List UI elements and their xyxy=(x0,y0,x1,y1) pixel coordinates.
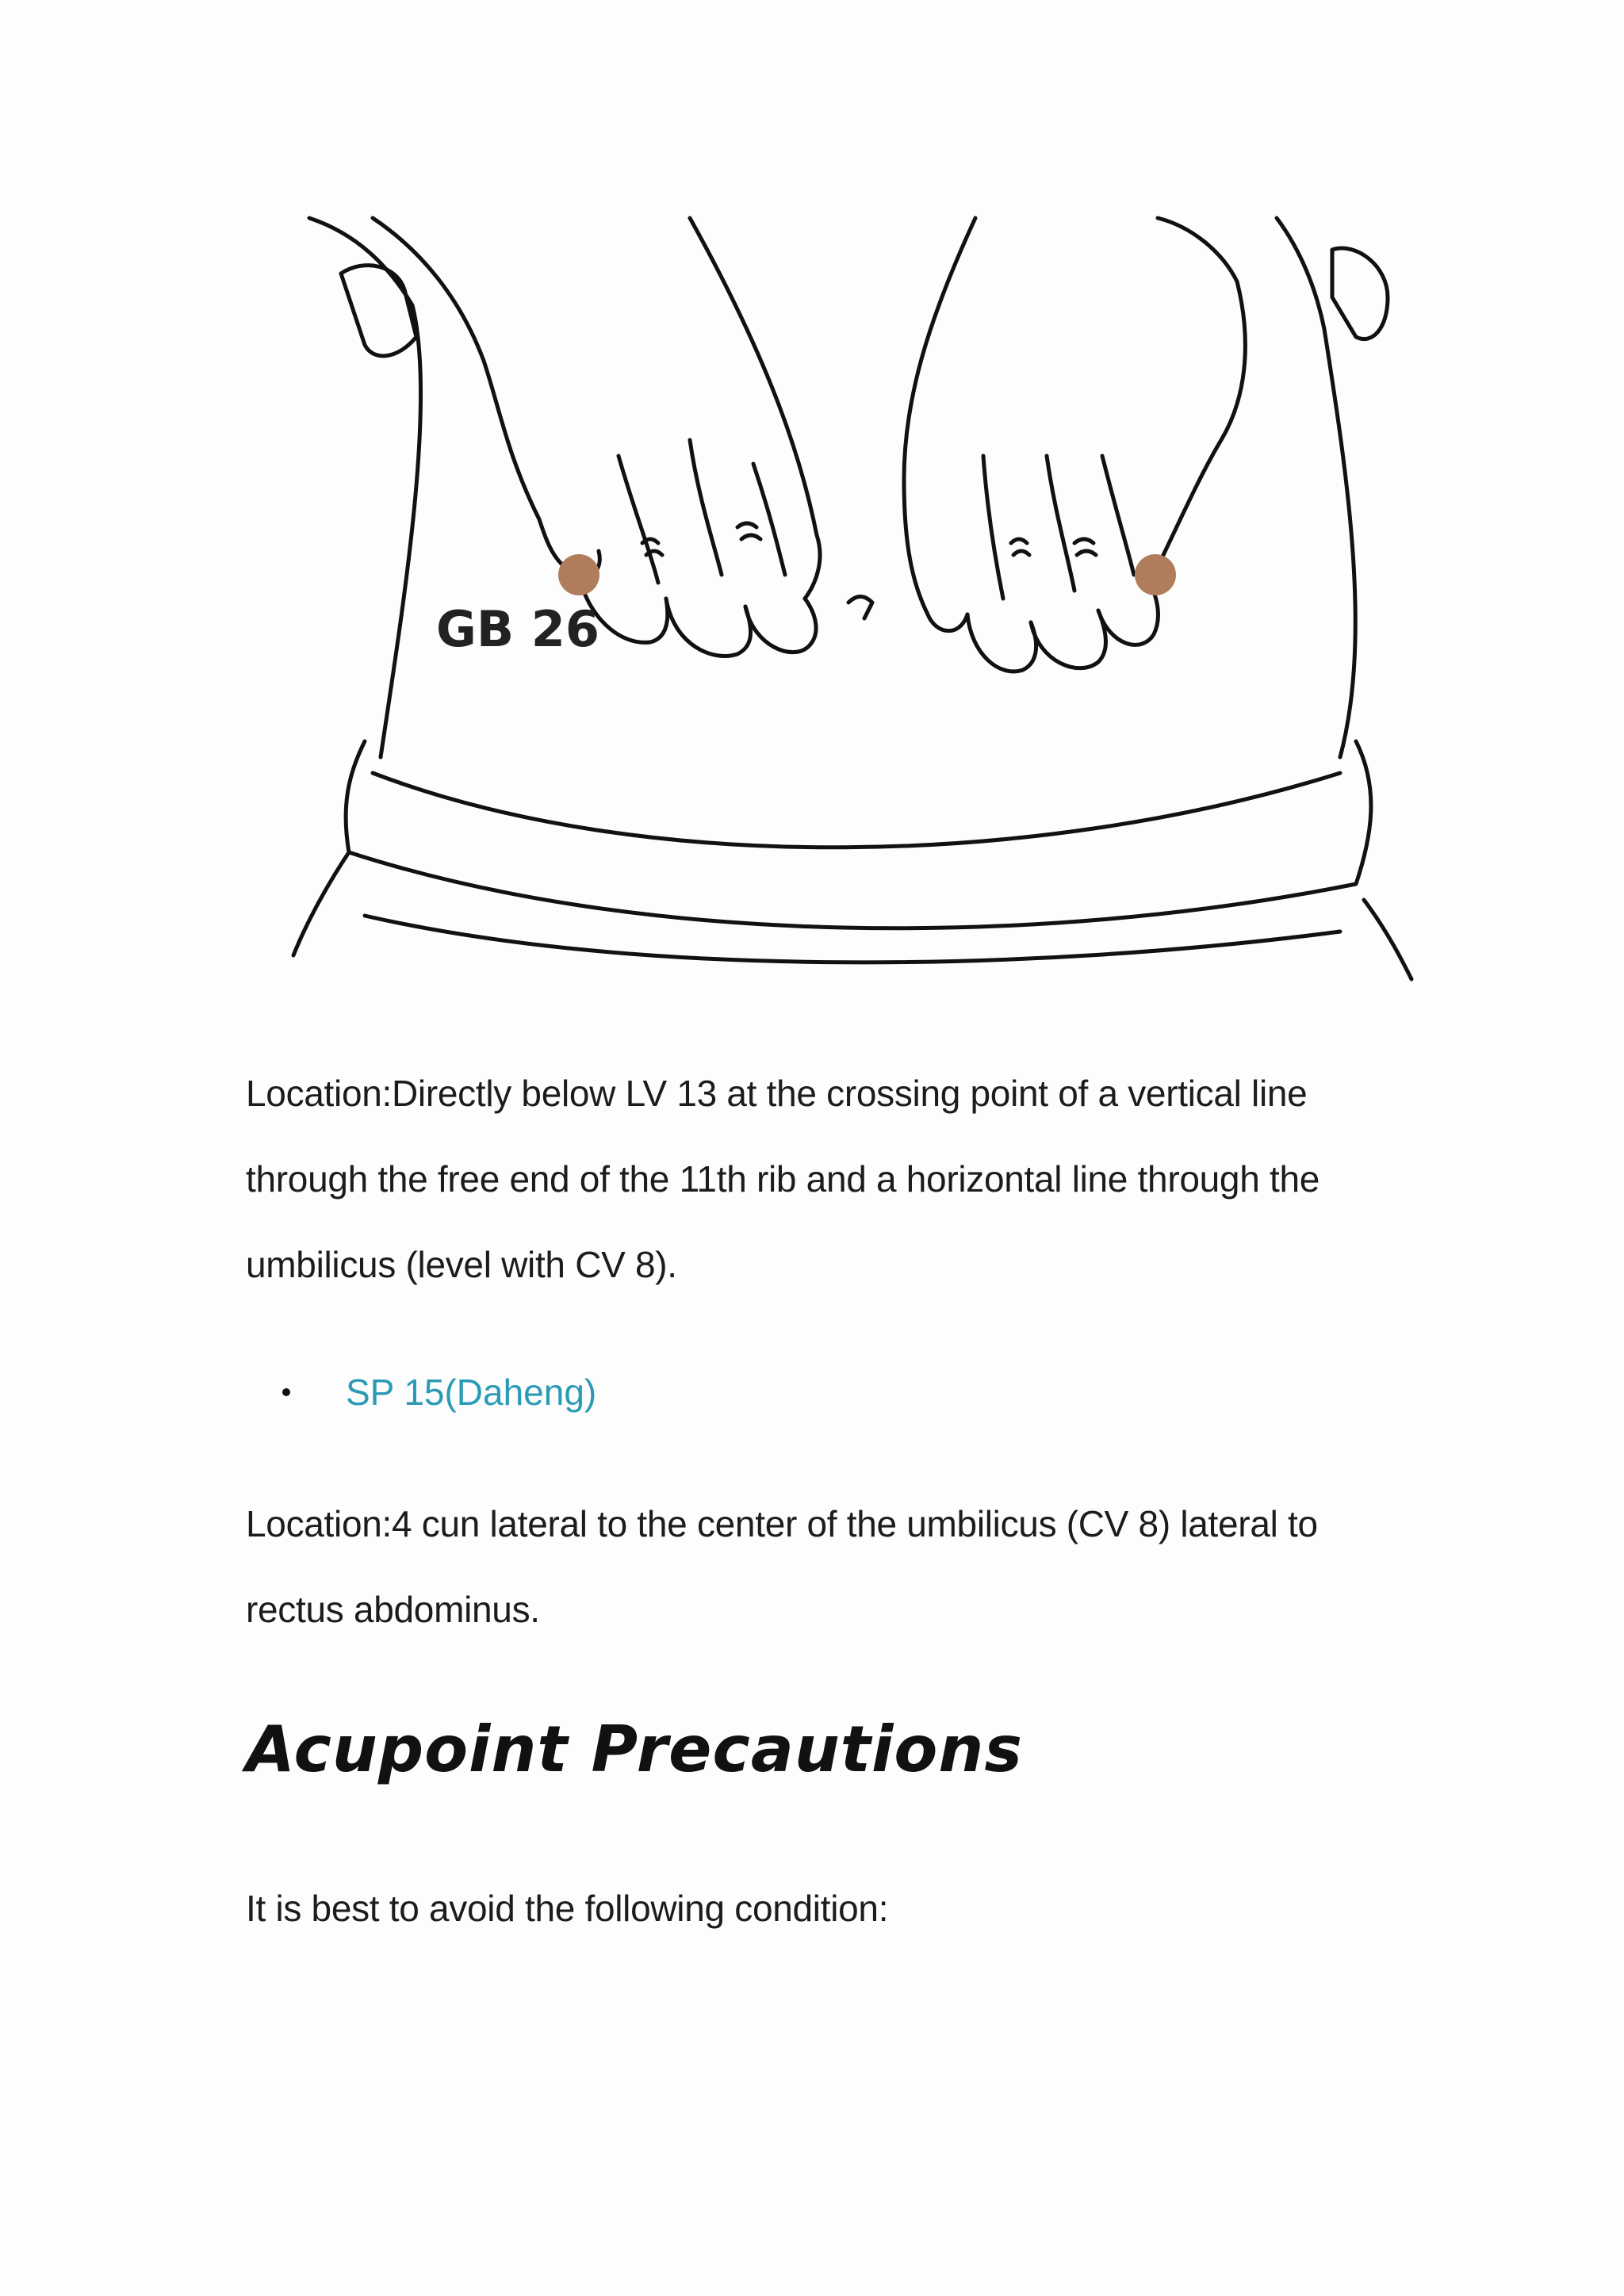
right-finger-1 xyxy=(967,614,1036,672)
right-finger-line-b xyxy=(1047,456,1074,591)
sp15-link[interactable]: SP 15(Daheng) xyxy=(346,1372,597,1413)
bullet-item-sp15 xyxy=(282,1349,596,1435)
left-finger-2 xyxy=(666,599,751,656)
right-finger-line-a xyxy=(983,456,1003,599)
acupoint-illustration xyxy=(246,202,1443,995)
left-hand-inner xyxy=(690,218,820,599)
waistband-top-edge xyxy=(373,773,1340,848)
left-finger-line-c xyxy=(753,464,785,575)
location-paragraph-1: Location:Directly below LV 13 at the crossing point of a vertical line through the free end of the 11th rib and a horizontal line through the umbilicus (level with CV 8). xyxy=(246,1073,1320,1285)
intro-paragraph: It is best to avoid the following condition: xyxy=(246,1888,889,1929)
right-finger-line-c xyxy=(1102,456,1134,575)
right-hand-inner xyxy=(904,218,975,631)
left-sleeve xyxy=(341,266,416,356)
knuckle-marks-left xyxy=(642,539,662,555)
acupoint-left-dot xyxy=(558,554,599,595)
knuckle-marks-right xyxy=(1011,539,1029,555)
knuckle-marks-left-2 xyxy=(737,523,760,539)
left-finger-line-b xyxy=(619,456,658,583)
location-paragraph-2: Location:4 cun lateral to the center of the umbilicus (CV 8) lateral to rectus abdominus. xyxy=(246,1503,1318,1630)
abdomen-hands-drawing xyxy=(246,202,1443,995)
acupoint-label: GB 26 xyxy=(436,600,600,658)
torso-right-edge xyxy=(1277,218,1355,757)
waistband xyxy=(346,741,1371,928)
left-finger-line-a xyxy=(690,440,722,575)
bullet-dot xyxy=(282,1388,290,1396)
knuckle-marks-right-2 xyxy=(1074,539,1096,555)
trouser-right-edge xyxy=(1364,900,1411,979)
trouser-fold xyxy=(365,916,1340,962)
navel xyxy=(848,597,872,619)
right-finger-2 xyxy=(1031,610,1105,668)
section-heading: Acupoint Precautions xyxy=(246,1712,1023,1786)
left-hand-outer xyxy=(373,218,599,576)
right-hand-outer xyxy=(1150,218,1245,583)
torso-left-edge xyxy=(309,218,421,757)
acupoint-right-dot xyxy=(1135,554,1176,595)
left-finger-3 xyxy=(745,599,816,652)
right-sleeve xyxy=(1332,248,1388,339)
trouser-left-edge xyxy=(293,852,349,955)
